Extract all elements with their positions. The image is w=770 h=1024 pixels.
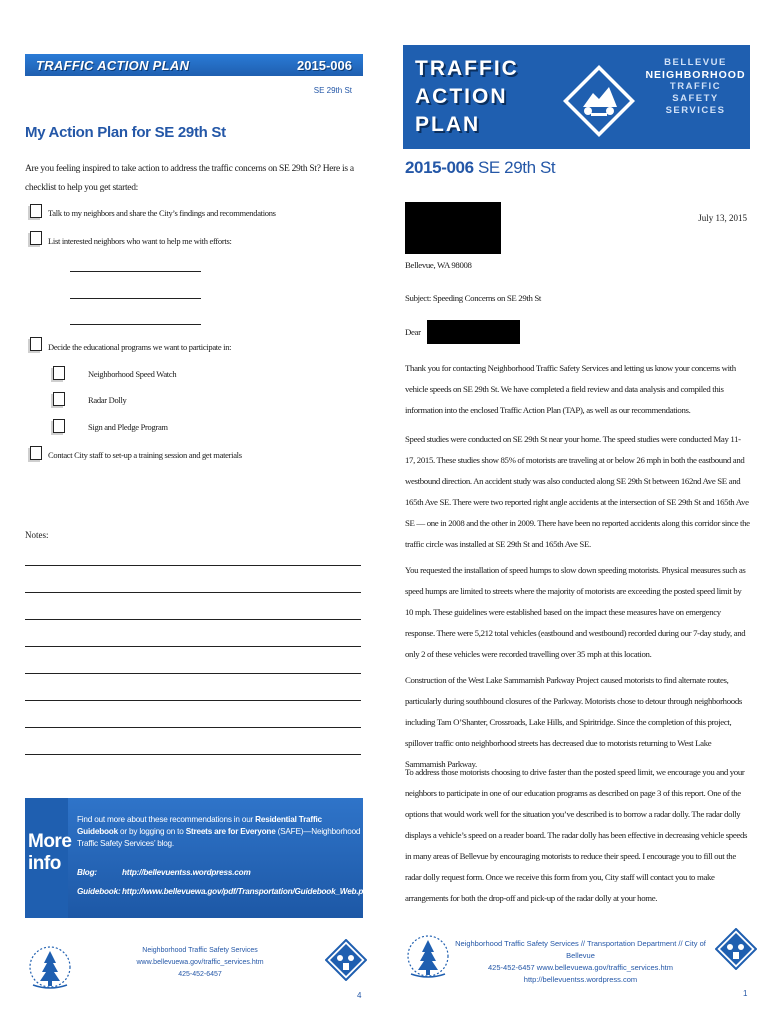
redacted-name xyxy=(427,320,520,344)
footer-website-link[interactable]: www.bellevuewa.gov/traffic_services.htm xyxy=(136,959,264,966)
program-item: Neighborhood Speed Watch xyxy=(88,369,177,379)
blog-url-link[interactable]: http://bellevuentss.wordpress.com xyxy=(122,868,251,877)
program-item: Radar Dolly xyxy=(88,395,127,405)
letter-paragraph: You requested the installation of speed humps to slow down speeding motorists. Physical measures such as speed humps are limited to streets where the majority of motorists are exceeding the posted speed limit by 10 mph. These guidelines were established based on the impact these measures have on emergency response. There were 5,212 total vehicles (eastbound and westbound) recorded during our 7-day study, and only 2 of these vehicles were recorded travelling over 35 mph at this location. xyxy=(405,565,746,659)
blank-line xyxy=(70,324,201,325)
more-info-title: More info xyxy=(28,831,72,874)
blank-line xyxy=(70,298,201,299)
letter-paragraph: Construction of the West Lake Sammamish Parkway Project caused motorists to find alternate routes, particularly during southbound closures of the Parkway. Motorists chose to detour through neighborhoods including Tam O’Shanter, Crossroads, Lake Hills, and Spiritridge. Since the completion of this project, spillover traffic onto neighborhood streets has decreased due to motorists returning to West Lake Sammamish Parkway. xyxy=(405,675,742,769)
footer-blog-link[interactable]: http://bellevuentss.wordpress.com xyxy=(523,975,638,984)
checkbox-speed-watch[interactable] xyxy=(53,366,65,380)
page-number: 1 xyxy=(743,989,748,998)
more-info-box xyxy=(25,798,371,918)
banner xyxy=(403,45,750,149)
checklist-item: Contact City staff to set-up a training session and get materials xyxy=(48,450,242,460)
guidebook-url-link[interactable]: http://www.bellevuewa.gov/pdf/Transportation/Guidebook_Web.pdf xyxy=(122,887,371,896)
notes-line xyxy=(25,727,361,728)
notes-line xyxy=(25,700,361,701)
traffic-diamond-logo-icon xyxy=(561,63,637,139)
more-info-text: Find out more about these recommendations in our Residential Traffic Guidebook or by logging on to Streets are for Everyone (SAFE)—Neighborhood Traffic Safety Services’ blog. xyxy=(77,815,361,848)
notes-line xyxy=(25,619,361,620)
checklist-item: Talk to my neighbors and share the City’s findings and recommendations xyxy=(48,208,276,218)
footer xyxy=(25,935,365,1010)
letter-paragraph: Speed studies were conducted on SE 29th St near your home. The speed studies were conducted May 11-17, 2015. These studies show 85% of motorists are traveling at or below 26 mph in both the eastbound and westbound direction. An accident study was also conducted along SE 29th St between 162nd Ave SE and 165th Ave SE. There were two reported right angle accidents at the intersection of SE 29th St and 165th Ave SE — one in 2008 and the other in 2009. There have been no reported accidents along this corridor since the traffic circle was installed at SE 29th St and 165th Ave SE. xyxy=(405,434,750,549)
salutation: Dear xyxy=(405,327,421,337)
banner-title: TRAFFIC ACTION PLAN xyxy=(415,57,519,136)
checkbox-list-neighbors[interactable] xyxy=(30,231,42,245)
intro-text: Are you feeling inspired to take action to address the traffic concerns on SE 29th St? Here is a checklist to help you get started: xyxy=(25,164,354,193)
page-heading: My Action Plan for SE 29th St xyxy=(25,124,226,141)
checkbox-contact-staff[interactable] xyxy=(30,446,42,460)
footer-text: Neighborhood Traffic Safety Services // Transportation Department // City of Bellevue 425-452-6457 www.bellevuewa.gov/traffic_services.htm http://bellevuentss.wordpress.com xyxy=(448,938,713,986)
letter-date: July 13, 2015 xyxy=(698,213,747,223)
footer-website-link[interactable]: 425-452-6457 www.bellevuewa.gov/traffic_services.htm xyxy=(488,963,673,972)
blank-line xyxy=(70,271,201,272)
notes-line xyxy=(25,646,361,647)
letter-paragraph: Thank you for contacting Neighborhood Traffic Safety Services and letting us know your concerns with vehicle speeds on SE 29th St. We have completed a field review and data analysis and compiled this information into the enclosed Traffic Action Plan (TAP), as well as our recommendations. xyxy=(405,363,736,415)
right-page xyxy=(385,0,770,1024)
program-item: Sign and Pledge Program xyxy=(88,422,168,432)
checkbox-decide-programs[interactable] xyxy=(30,337,42,351)
traffic-diamond-logo-icon xyxy=(325,939,367,981)
document-title: 2015-006 SE 29th St xyxy=(405,158,556,177)
header-title: TRAFFIC ACTION PLAN xyxy=(36,58,190,73)
checkbox-sign-pledge[interactable] xyxy=(53,419,65,433)
checkbox-radar-dolly[interactable] xyxy=(53,392,65,406)
city-line: Bellevue, WA 98008 xyxy=(405,260,472,270)
bellevue-seal-icon xyxy=(403,928,453,984)
letter-paragraph: To address those motorists choosing to drive faster than the posted speed limit, we encourage you and your neighbors to participate in one of our education programs as described on page 3 of this report. One of the options that would work well for the situation you’ve described is to borrow a radar dolly. The radar dolly displays a vehicle’s speed on a reader board. The radar dolly has been effective in decreasing vehicle speeds in many areas of Bellevue by encouraging motorists to reduce their speed. I encourage you to fill out the radar dolly request form. Once we receive this form from you, City staff will contact you to make arrangements for both the drop-off and pick-up of the radar dolly at your home. xyxy=(405,767,748,903)
checklist-item: Decide the educational programs we want to participate in: xyxy=(48,342,232,352)
notes-line xyxy=(25,565,361,566)
footer-text: Neighborhood Traffic Safety Services www.bellevuewa.gov/traffic_services.htm 425-452-6457 xyxy=(125,945,275,981)
blog-row: Blog: http://bellevuentss.wordpress.com xyxy=(77,868,251,877)
notes-line xyxy=(25,673,361,674)
checkbox-talk-neighbors[interactable] xyxy=(30,204,42,218)
traffic-diamond-logo-icon xyxy=(715,928,757,970)
checklist-item: List interested neighbors who want to help me with efforts: xyxy=(48,236,232,246)
safe-blog-link[interactable]: Streets are for Everyone xyxy=(185,827,276,836)
banner-department: BELLEVUE NEIGHBORHOOD TRAFFIC SAFETY SERVICES xyxy=(645,57,746,116)
notes-line xyxy=(25,592,361,593)
header-code: 2015-006 xyxy=(297,58,352,73)
footer xyxy=(403,926,753,1006)
guidebook-row: Guidebook: http://www.bellevuewa.gov/pdf/Transportation/Guidebook_Web.pdf xyxy=(77,887,371,896)
bellevue-seal-icon xyxy=(25,939,75,995)
header-subtitle: SE 29th St xyxy=(313,86,352,95)
notes-label: Notes: xyxy=(25,530,49,540)
page-number: 4 xyxy=(357,991,362,1000)
notes-line xyxy=(25,754,361,755)
subject-line: Subject: Speeding Concerns on SE 29th St xyxy=(405,293,542,303)
guidebook-link[interactable]: Residential Traffic Guidebook xyxy=(77,815,322,836)
redacted-address xyxy=(405,202,501,254)
